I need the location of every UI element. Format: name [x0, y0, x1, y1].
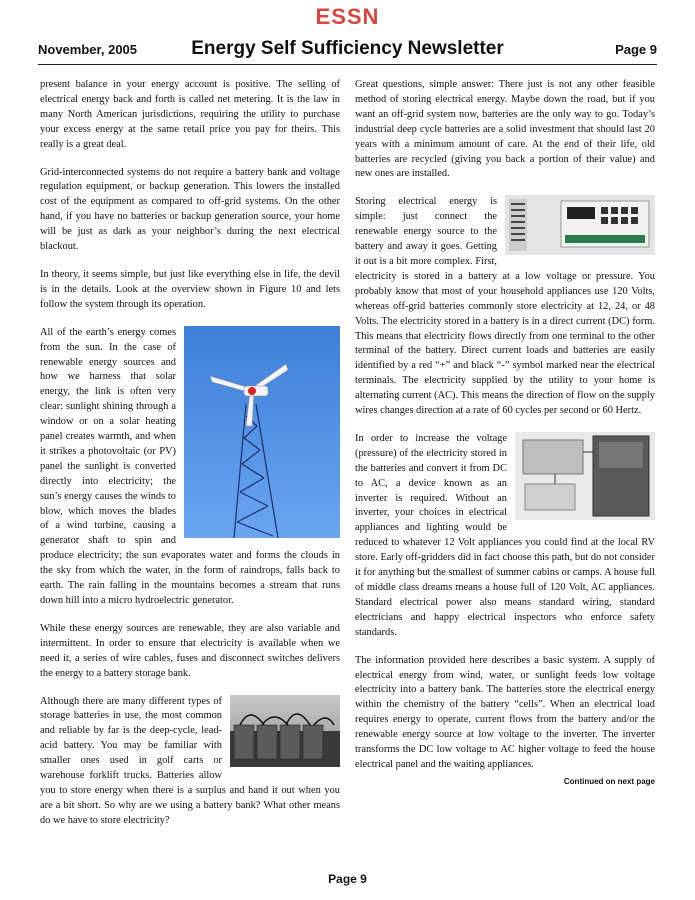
- paragraph: present balance in your energy account is positive. The selling of electrical energy back and forth is called net metering. It is the law in many North American jurisdictions, requiring the utility to purchase your excess energy at the same retail price you pay for theirs. This really is a great deal.: [40, 79, 340, 150]
- paragraph: In theory, it seems simple, but just like everything else in life, the devil is in the details. Look at the overview shown in Figure 10 and lets follow the system through its operation.: [40, 268, 340, 310]
- footer-page-number: Page 9: [328, 872, 367, 886]
- left-column: [40, 78, 340, 842]
- issue-date: November, 2005: [38, 42, 138, 57]
- paragraph: While these energy sources are renewable, they are also variable and intermittent. In order to ensure that electricity is available when we need it, a series of wire cables, fuses and disconnect switches delivers the energy to a battery storage bank.: [40, 622, 340, 679]
- wind-turbine-tower-photo: [184, 326, 340, 538]
- paragraph: The information provided here describes a basic system. A supply of electrical energy from wind, water, or sunlight feeds low voltage electricity into a battery bank. The batteries store the electrical energy within the chemistry of the battery “cells”. When an electrical load requires energy to operate, current flows from the battery and/or the renewable energy source at low voltage to the inverter. The inverter transforms the DC low voltage to AC higher voltage to feed the house electrical panel and the waiting appliances.: [355, 654, 655, 770]
- paragraph: Storing electrical energy is simple: just connect the renewable energy source to the battery and away it goes. Getting it out is a bit more complex. First, electricity is stored in a battery at a low voltage or pressure. You probably know that most of your household appliances use 120 Volts, whereas off-grid batteries commonly store electricity at 12, 24, or 48 Volts. The electricity stored in a battery is in a direct current (DC) form. This means that electricity flows directly from one terminal to the other terminal of the battery. Direct current loads and batteries are easily identified by a red “+” and black “-” symbol marked near the electrical terminals. The electricity supplied by the utility to your home is alternating current (AC). This means the direction of flow on the supply wires changes direction at a rate of 60 cycles per second or 60 Hertz.: [355, 196, 655, 417]
- paragraph: Although there are many different types of storage batteries in use, the most common and reliable by far is the deep-cycle, lead-acid battery. You may be familiar with smaller ones used in golf carts or warehouse forklift trucks. Batteries allow you to store energy when there is a surplus and hand it out when you are a bit short. So why are we using a battery bank? What other means do we have to store electricity?: [40, 695, 340, 826]
- newsletter-title: Energy Self Sufficiency Newsletter: [191, 38, 504, 59]
- continued-note: Continued on next page: [563, 776, 655, 786]
- inverter-photo: [515, 432, 655, 520]
- header: [38, 38, 657, 62]
- paragraph: Grid-interconnected systems do not require a battery bank and voltage regulation equipment, or backup generation. This lowers the installed cost of the equipment as compared to off-grid systems. On the other hand, if you have no batteries or backup generation source, your home will be just as dark as your neighbor’s during the next electrical blackout.: [40, 166, 340, 253]
- header-divider: [38, 64, 657, 65]
- charge-controller-photo: [505, 195, 655, 255]
- right-column: [355, 78, 655, 790]
- battery-bank-photo: [230, 695, 340, 767]
- paragraph: Great questions, simple answer: There just is not any other feasible method of storing electrical energy. Maybe down the road, but if you want an off-grid system now, batteries are the only way to go. Today’s industrial deep cycle batteries are a solid investment that should last 20 years with a minimum amount of care. At the end of their life, old batteries are recycled (giving you back a portion of their value) and new ones are installed.: [355, 79, 655, 180]
- paragraph: All of the earth’s energy comes from the sun. In the case of renewable energy sources and how we harness that solar energy, the link is often very clear: sunlight shining through a window or on a solar heating panel creates warmth, and when it strikes a photovoltaic (or PV) panel the sunlight is converted directly into electricity; the sun’s energy causes the winds to blow, which moves the blades of a wind turbine, causing a generator shaft to spin and produce electricity; the sun evaporates water and forms the clouds in the sky from which the water, in the form of raindrops, falls back to earth. The rain falling in the mountains becomes a stream that runs down hill into a micro hydroelectric generator.: [40, 326, 340, 606]
- header-page-number: Page 9: [615, 42, 657, 57]
- paragraph: In order to increase the voltage (pressure) of the electricity stored in the batteries and convert it from DC to AC, a device known as an inverter is required. Without an inverter, your choices in electrical appliances and lighting would be reduced to whatever 12 Volt appliances you could find at the local RV store. Early off-gridders did in fact choose this path, but do not consider it for anything but the smallest of summer cabins or camps. A house full of middle class dreams means a house full of 120 Volt, AC appliances. Standard electrical power also means standard wiring, standard electricians and happy electrical inspectors who enforce safety standards.: [355, 432, 655, 638]
- newsletter-logo: ESSN: [315, 4, 380, 29]
